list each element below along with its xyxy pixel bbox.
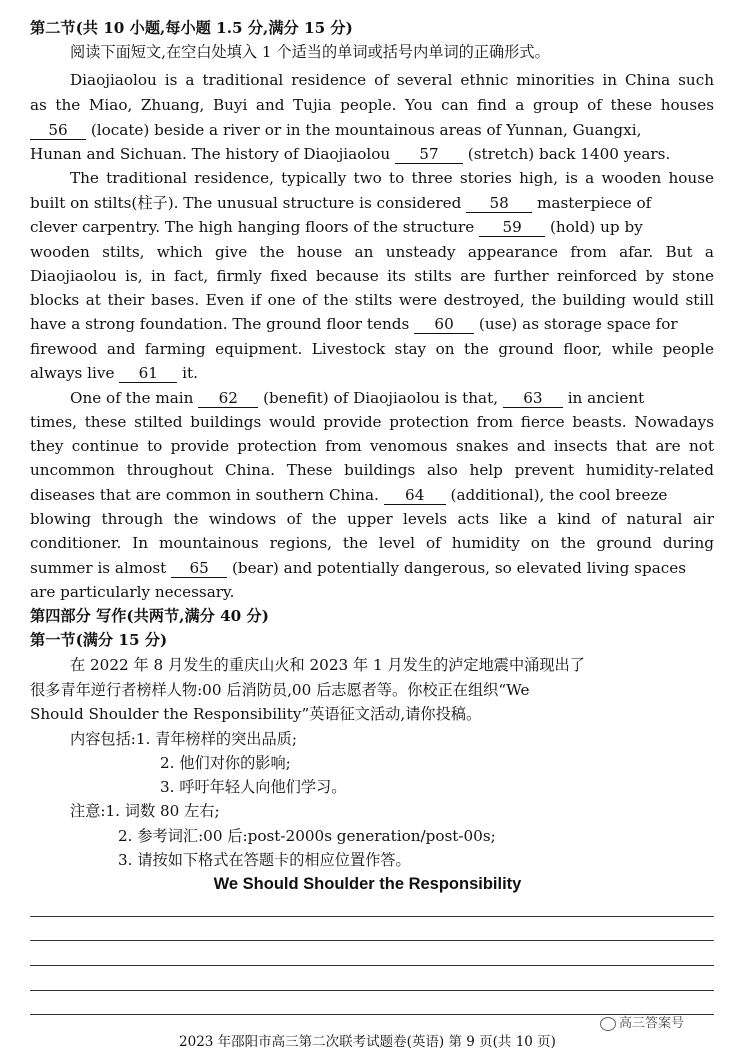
passage-line xyxy=(30,118,714,142)
blank-63: 63 xyxy=(503,389,563,408)
passage-text: always live xyxy=(30,364,115,382)
blank-58: 58 xyxy=(466,194,532,213)
passage-line: Diaojiaolou is, in fact, firmly fixed because its stilts are further reinforced by stone xyxy=(30,267,714,285)
blank-56: 56 xyxy=(30,121,86,140)
passage-line xyxy=(30,312,714,336)
passage-line xyxy=(30,556,714,580)
note-item: 3. 请按如下格式在答题卡的相应位置作答。 xyxy=(118,851,411,869)
passage-text: (stretch) back 1400 years. xyxy=(467,145,671,163)
content-requirement: 内容包括:1. 青年榜样的突出品质; xyxy=(70,730,297,748)
passage-line: times, these stilted buildings would provide protection from fierce beasts. Nowadays xyxy=(30,413,714,431)
blank-65: 65 xyxy=(171,559,227,578)
passage-text: One of the main xyxy=(70,389,194,407)
passage-line xyxy=(70,386,714,410)
passage-line: they continue to provide protection from venomous snakes and insects that are not xyxy=(30,437,714,455)
passage-text: have a strong foundation. The ground floor tends xyxy=(30,315,410,333)
blank-59: 59 xyxy=(479,218,545,237)
answer-line xyxy=(30,916,714,917)
blank-61: 61 xyxy=(119,364,177,383)
section-2-heading: 第二节(共 10 小题,每小题 1.5 分,满分 15 分) xyxy=(30,19,353,37)
passage-text: (locate) beside a river or in the mountainous areas of Yunnan, Guangxi, xyxy=(90,121,642,139)
wechat-logo-icon xyxy=(600,1017,616,1031)
blank-64: 64 xyxy=(384,486,446,505)
passage-text: (hold) up by xyxy=(549,218,643,236)
passage-text: (benefit) of Diaojiaolou is that, xyxy=(263,389,499,407)
writing-prompt-line: 在 2022 年 8 月发生的重庆山火和 2023 年 1 月发生的泸定地震中涌现出了 xyxy=(70,656,585,674)
page-footer: 2023 年邵阳市高三第二次联考试题卷(英语) 第 9 页(共 10 页) xyxy=(179,1034,556,1050)
blank-62: 62 xyxy=(198,389,258,408)
passage-line xyxy=(30,215,714,239)
passage-line xyxy=(30,361,714,385)
writing-prompt-line: 很多青年逆行者榜样人物:00 后消防员,00 后志愿者等。你校正在组织“We xyxy=(30,681,530,699)
passage-line: firewood and farming equipment. Livestock stay on the ground floor, while people xyxy=(30,340,714,358)
passage-line: Diaojiaolou is a traditional residence of several ethnic minorities in China such xyxy=(70,71,714,89)
essay-title: We Should Shoulder the Responsibility xyxy=(213,875,522,893)
passage-line: blowing through the windows of the upper levels acts like a kind of natural air xyxy=(30,510,714,528)
passage-text: it. xyxy=(182,364,198,382)
passage-line: conditioner. In mountainous regions, the level of humidity on the ground during xyxy=(30,534,714,552)
passage-text: (use) as storage space for xyxy=(478,315,678,333)
passage-text: in ancient xyxy=(567,389,645,407)
content-requirement: 3. 呼吁年轻人向他们学习。 xyxy=(160,778,347,796)
writing-prompt-line: Should Shoulder the Responsibility”英语征文活动,请你投稿。 xyxy=(30,705,482,723)
passage-line: are particularly necessary. xyxy=(30,583,235,601)
content-requirement: 2. 他们对你的影响; xyxy=(160,754,291,772)
passage-line xyxy=(30,191,714,215)
instruction-text: 阅读下面短文,在空白处填入 1 个适当的单词或括号内单词的正确形式。 xyxy=(70,43,550,61)
passage-line xyxy=(30,483,714,507)
passage-line: as the Miao, Zhuang, Buyi and Tujia people. You can find a group of these houses xyxy=(30,96,714,114)
passage-line: blocks at their bases. Even if one of the stilts were destroyed, the building would still xyxy=(30,291,714,309)
blank-60: 60 xyxy=(414,315,474,334)
passage-text: (bear) and potentially dangerous, so elevated living spaces xyxy=(231,559,687,577)
passage-line: The traditional residence, typically two to three stories high, is a wooden house xyxy=(70,169,714,187)
passage-line: uncommon throughout China. These buildings also help prevent humidity-related xyxy=(30,461,714,479)
passage-line: wooden stilts, which give the house an unsteady appearance from afar. But a xyxy=(30,243,714,261)
watermark-account: 高三答案号 xyxy=(600,1012,684,1031)
note-item: 2. 参考词汇:00 后:post-2000s generation/post-00s; xyxy=(118,827,496,845)
answer-line xyxy=(30,990,714,991)
blank-57: 57 xyxy=(395,145,463,164)
passage-line xyxy=(30,142,714,166)
passage-text: Hunan and Sichuan. The history of Diaojiaolou xyxy=(30,145,391,163)
answer-line xyxy=(30,965,714,966)
passage-text: built on stilts(柱子). The unusual structure is considered xyxy=(30,194,462,212)
passage-text: summer is almost xyxy=(30,559,167,577)
passage-text: (additional), the cool breeze xyxy=(450,486,668,504)
note-item: 注意:1. 词数 80 左右; xyxy=(70,802,220,820)
passage-text: masterpiece of xyxy=(536,194,652,212)
passage-text: diseases that are common in southern China. xyxy=(30,486,379,504)
passage-text: clever carpentry. The high hanging floors of the structure xyxy=(30,218,475,236)
part-4-heading: 第四部分 写作(共两节,满分 40 分) xyxy=(30,607,269,625)
answer-line xyxy=(30,940,714,941)
section-1-heading: 第一节(满分 15 分) xyxy=(30,631,168,649)
